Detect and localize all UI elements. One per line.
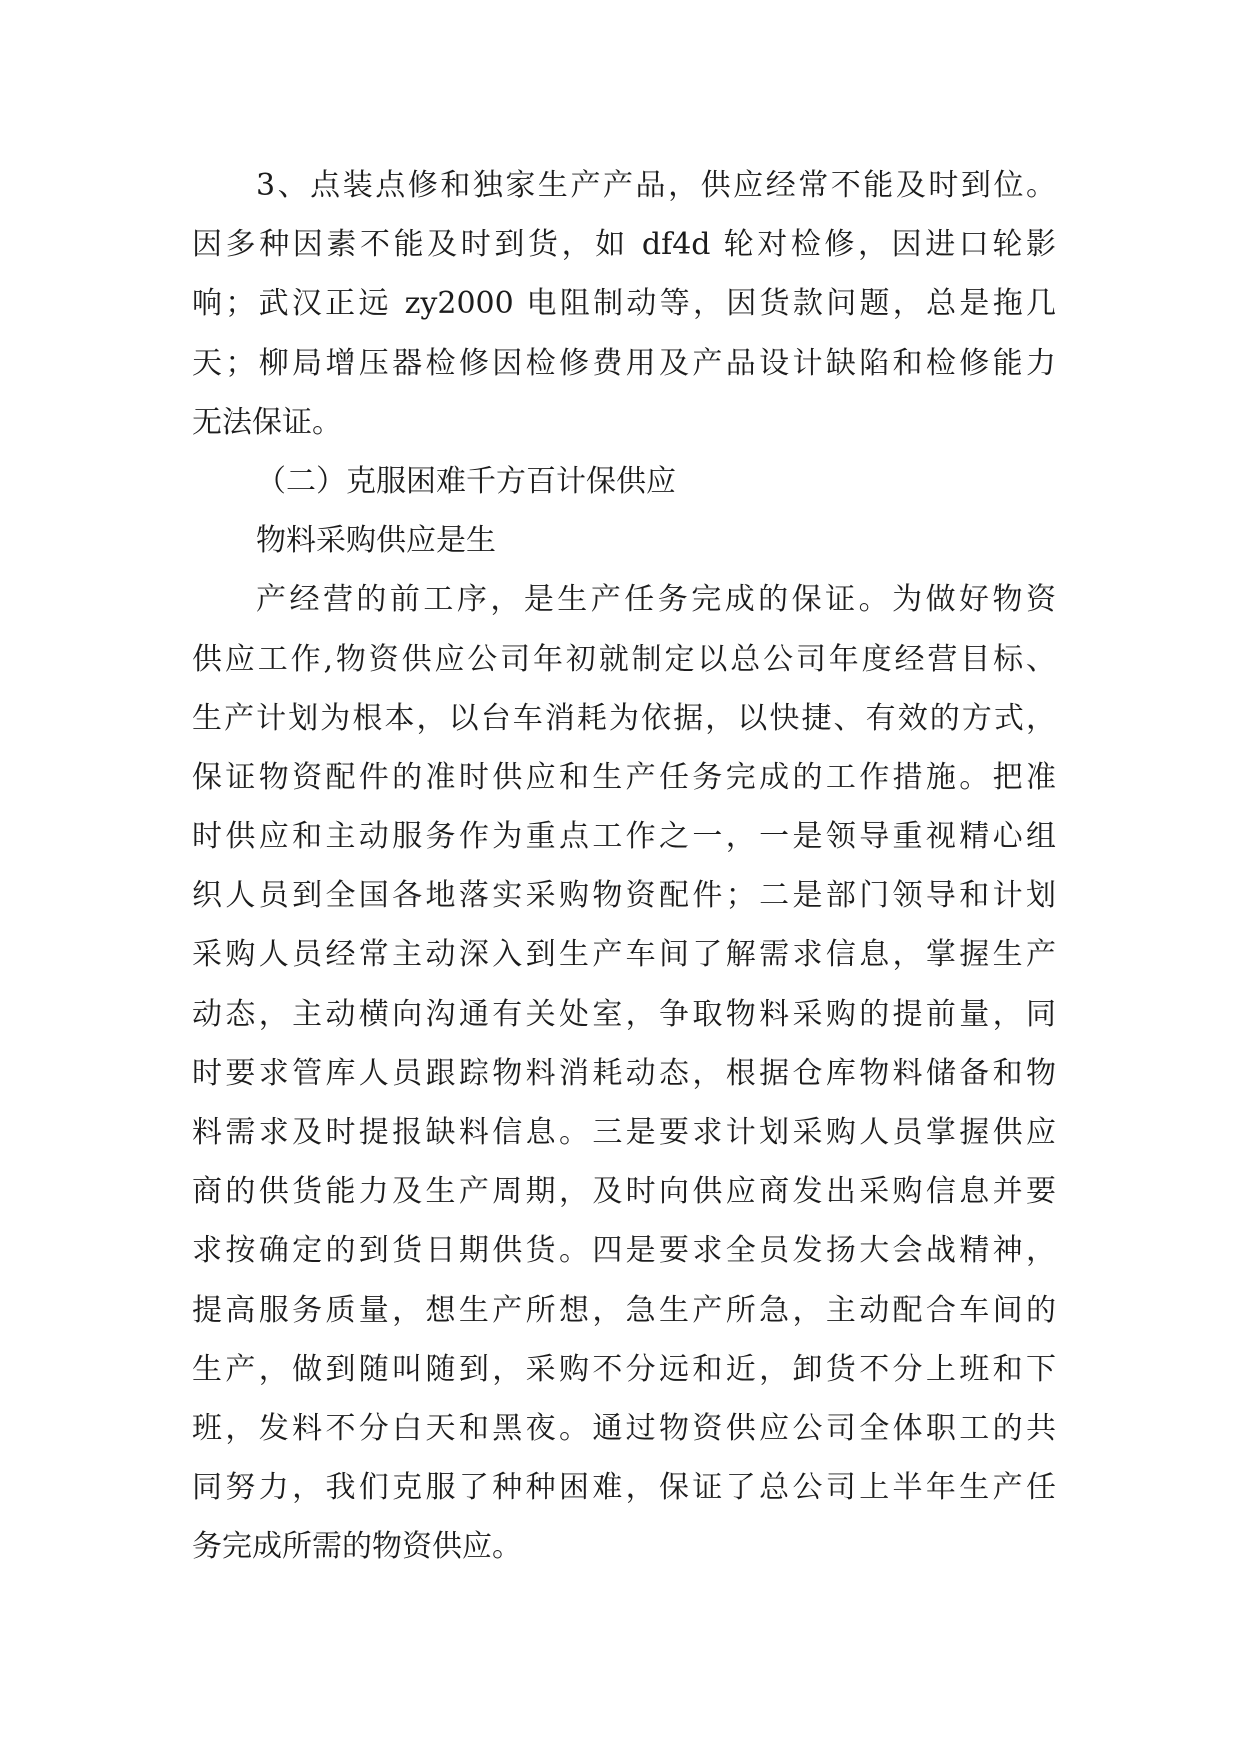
text-line: 生产，做到随叫随到，采购不分远和近，卸货不分上班和下 xyxy=(192,1351,1056,1387)
text-line: 提高服务质量，想生产所想，急生产所急，主动配合车间的 xyxy=(192,1292,1056,1328)
text-line: 务完成所需的物资供应。 xyxy=(192,1529,522,1565)
text-line: 时要求管库人员跟踪物料消耗动态，根据仓库物料储备和物 xyxy=(192,1055,1056,1091)
text-line: 时供应和主动服务作为重点工作之一，一是领导重视精心组 xyxy=(192,819,1056,855)
text-line: 供应工作,物资供应公司年初就制定以总公司年度经营目标、 xyxy=(192,641,1056,677)
text-line: 保证物资配件的准时供应和生产任务完成的工作措施。把准 xyxy=(192,759,1056,795)
text-line: 料需求及时提报缺料信息。三是要求计划采购人员掌握供应 xyxy=(192,1115,1056,1150)
section-heading: （二）克服困难千方百计保供应 xyxy=(256,463,676,499)
text-line: 求按确定的到货日期供货。四是要求全员发扬大会战精神， xyxy=(192,1233,1056,1269)
text-line: 天；柳局增压器检修因检修费用及产品设计缺陷和检修能力 xyxy=(192,345,1056,381)
text-line: 动态，主动横向沟通有关处室，争取物料采购的提前量，同 xyxy=(192,996,1056,1032)
text-line: 物料采购供应是生 xyxy=(256,523,496,559)
text-line: 响；武汉正远 zy2000 电阻制动等，因货款问题，总是拖几 xyxy=(192,286,1056,322)
text-line: 生产计划为根本，以台车消耗为依据，以快捷、有效的方式， xyxy=(192,700,1056,736)
document-body xyxy=(192,156,1056,1577)
text-line: 商的供货能力及生产周期，及时向供应商发出采购信息并要 xyxy=(192,1174,1056,1210)
text-line: 采购人员经常主动深入到生产车间了解需求信息，掌握生产 xyxy=(192,937,1056,973)
text-line: 班，发料不分白天和黑夜。通过物资供应公司全体职工的共 xyxy=(192,1410,1056,1446)
text-line: 3、点装点修和独家生产产品，供应经常不能及时到位。 xyxy=(256,168,1056,203)
text-line: 无法保证。 xyxy=(192,404,342,440)
text-line: 织人员到全国各地落实采购物资配件；二是部门领导和计划 xyxy=(192,878,1056,914)
text-line: 同努力，我们克服了种种困难，保证了总公司上半年生产任 xyxy=(192,1470,1056,1506)
text-line: 因多种因素不能及时到货，如 df4d 轮对检修，因进口轮影 xyxy=(192,227,1056,263)
text-line: 产经营的前工序，是生产任务完成的保证。为做好物资 xyxy=(256,582,1056,618)
